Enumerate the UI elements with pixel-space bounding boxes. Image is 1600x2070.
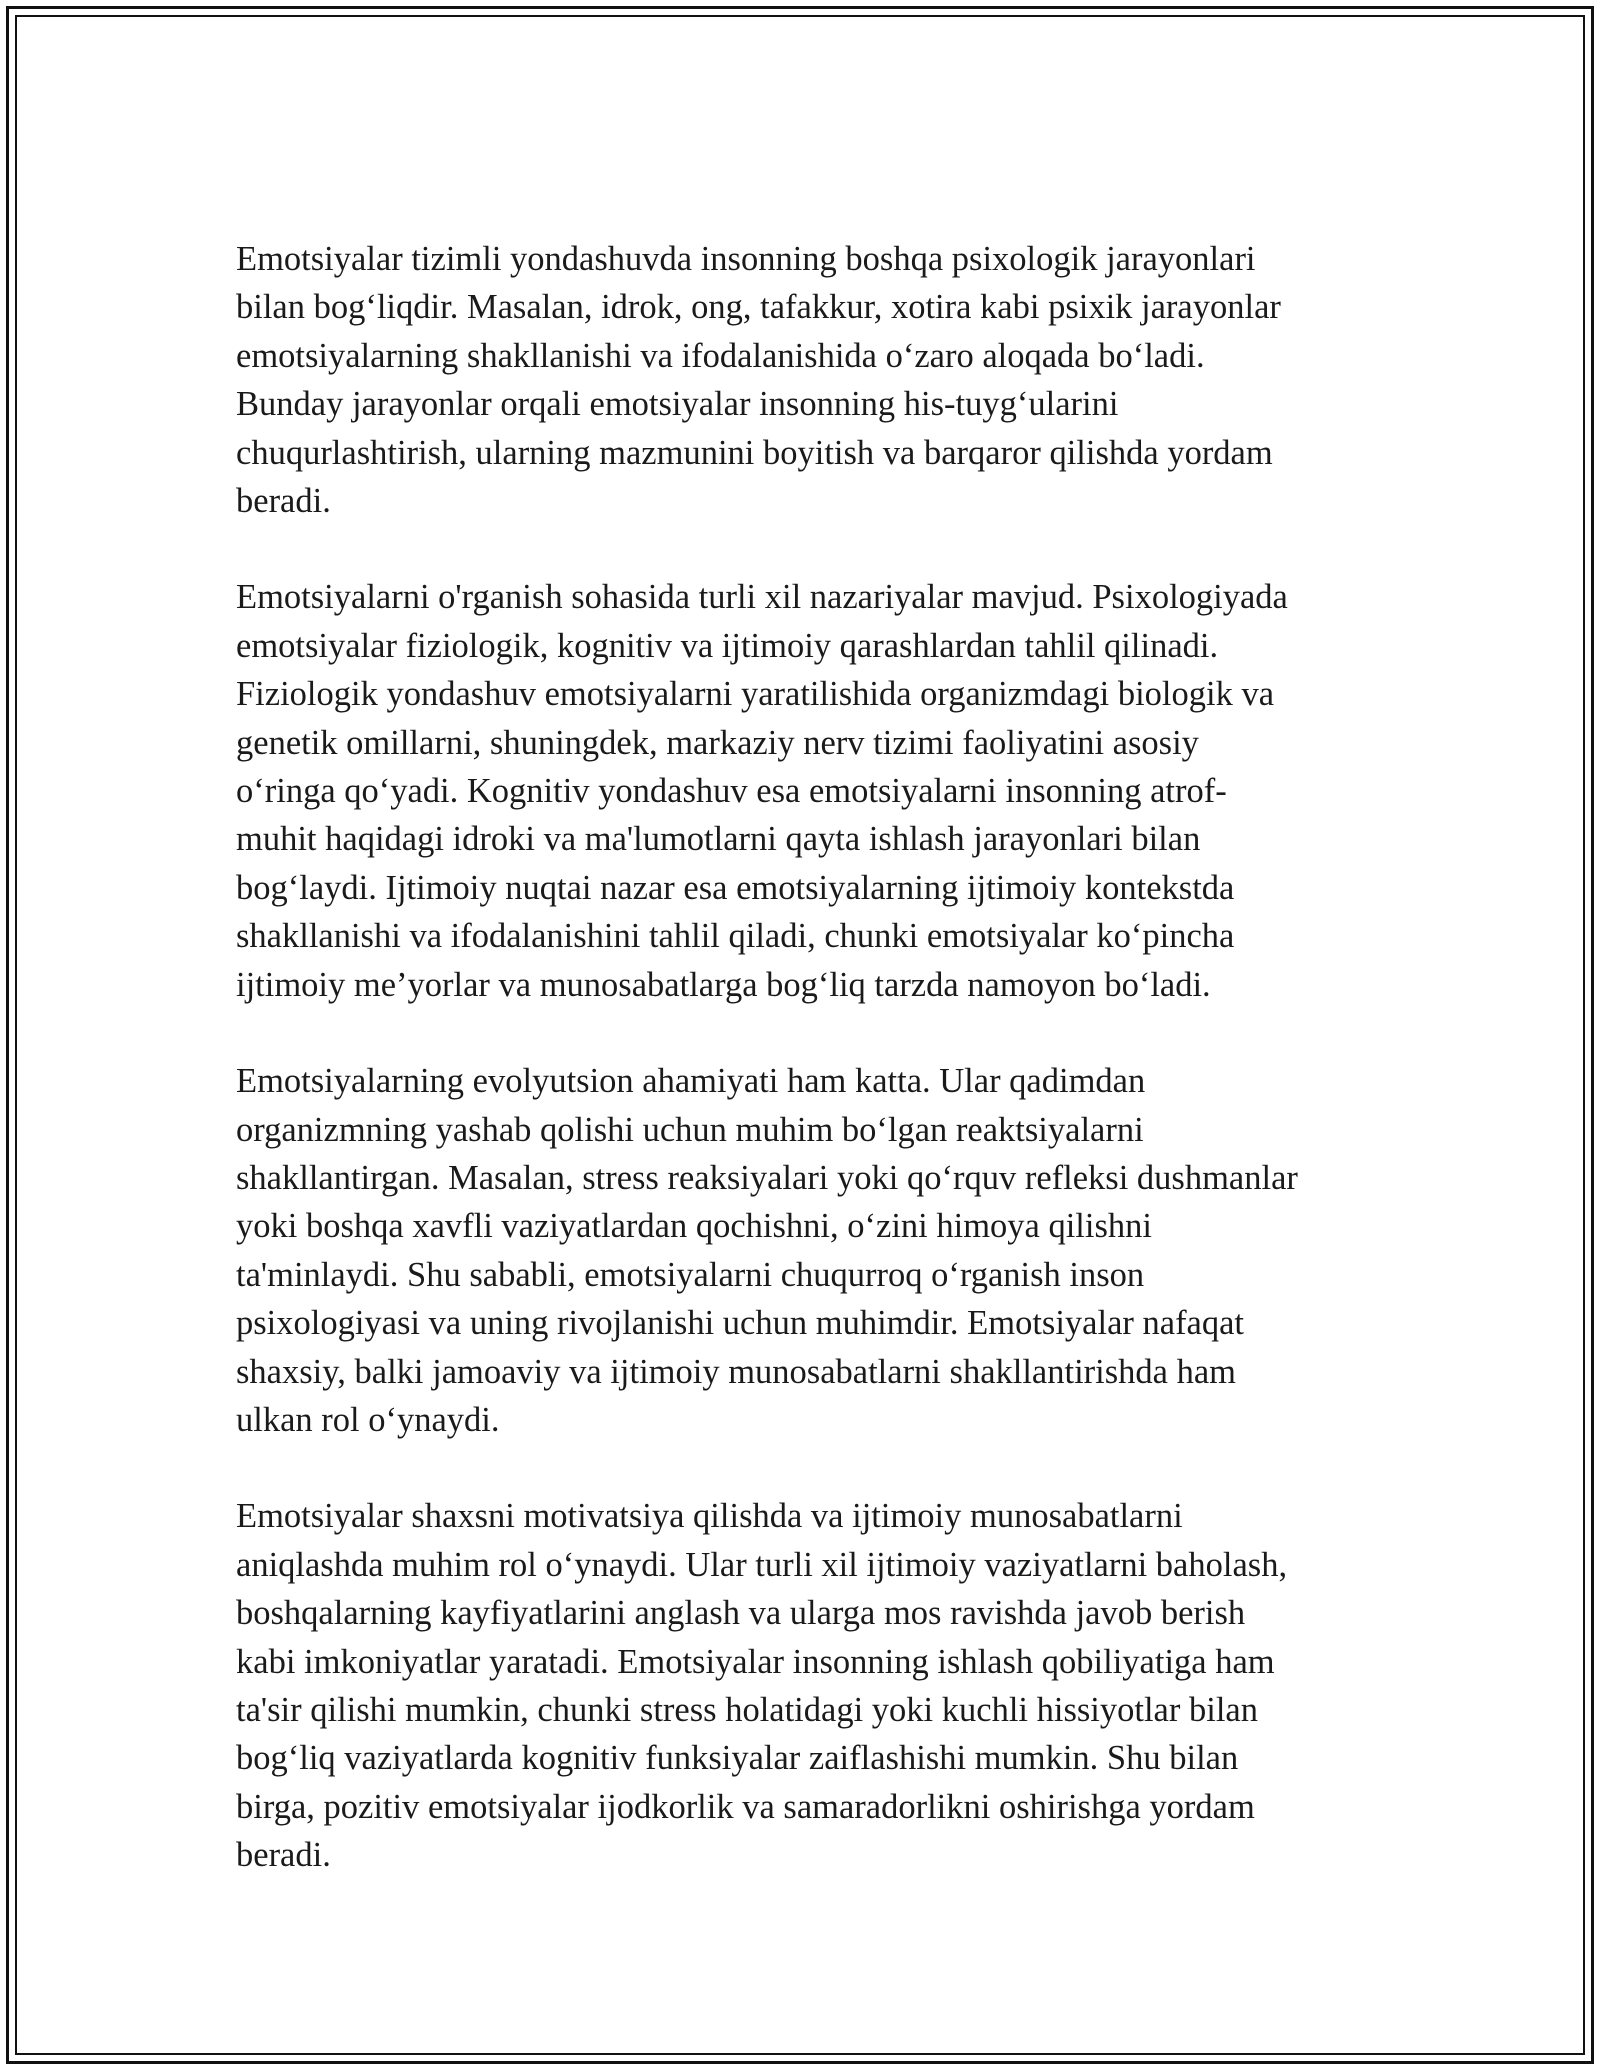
paragraph-line: emotsiyalarning shakllanishi va ifodalanishida o‘zaro aloqada bo‘ladi. [236,336,1205,375]
paragraph-line: beradi. [236,1836,331,1875]
paragraph-line: ulkan rol o‘ynaydi. [236,1400,500,1439]
paragraph-line: aniqlashda muhim rol o‘ynaydi. Ular turli xil ijtimoiy vaziyatlarni baholash, [236,1545,1288,1584]
paragraph-line: kabi imkoniyatlar yaratadi. Emotsiyalar insonning ishlash qobiliyatiga ham [236,1642,1275,1681]
paragraph-line: emotsiyalar fiziologik, kognitiv va ijtimoiy qarashlardan tahlil qilinadi. [236,626,1219,665]
paragraph-line: Fiziologik yondashuv emotsiyalarni yaratilishida organizmdagi biologik va [236,675,1275,714]
document-body [236,235,1366,1928]
paragraph-line: shakllantirgan. Masalan, stress reaksiyalari yoki qo‘rquv refleksi dushmanlar [236,1158,1298,1197]
paragraph-line: shakllanishi va ifodalanishini tahlil qiladi, chunki emotsiyalar ko‘pincha [236,917,1235,956]
paragraph-line: psixologiyasi va uning rivojlanishi uchun muhimdir. Emotsiyalar nafaqat [236,1304,1245,1343]
paragraph-line: bilan bog‘liqdir. Masalan, idrok, ong, tafakkur, xotira kabi psixik jarayonlar [236,288,1281,327]
paragraph-line: organizmning yashab qolishi uchun muhim bo‘lgan reaktsiyalarni [236,1110,1144,1149]
paragraph-line: yoki boshqa xavfli vaziyatlardan qochishni, o‘zini himoya qilishni [236,1207,1152,1246]
paragraph-line: ta'minlaydi. Shu sababli, emotsiyalarni chuqurroq o‘rganish inson [236,1255,1145,1294]
paragraph-line: beradi. [236,482,331,521]
paragraph-line: genetik omillarni, shuningdek, markaziy nerv tizimi faoliyatini asosiy [236,723,1199,762]
paragraph-line: bog‘laydi. Ijtimoiy nuqtai nazar esa emotsiyalarning ijtimoiy kontekstda [236,868,1235,907]
paragraph-line: boshqalarning kayfiyatlarini anglash va ularga mos ravishda javob berish [236,1594,1246,1633]
paragraph-line: o‘ringa qo‘yadi. Kognitiv yondashuv esa emotsiyalarni insonning atrof- [236,772,1227,811]
paragraph-line: Emotsiyalarning evolyutsion ahamiyati ham katta. Ular qadimdan [236,1062,1146,1101]
paragraph-4 [236,1492,1366,1879]
paragraph-line: birga, pozitiv emotsiyalar ijodkorlik va samaradorlikni oshirishga yordam [236,1787,1255,1826]
paragraph-2 [236,573,1366,1009]
paragraph-line: Emotsiyalar tizimli yondashuvda insonning boshqa psixologik jarayonlari [236,240,1256,278]
paragraph-line: bog‘liq vaziyatlarda kognitiv funksiyalar zaiflashishi mumkin. Shu bilan [236,1739,1239,1778]
paragraph-line: shaxsiy, balki jamoaviy va ijtimoiy munosabatlarni shakllantirishda ham [236,1352,1236,1391]
paragraph-line: chuqurlashtirish, ularning mazmunini boyitish va barqaror qilishda yordam [236,433,1273,472]
paragraph-line: Emotsiyalar shaxsni motivatsiya qilishda va ijtimoiy munosabatlarni [236,1497,1183,1536]
paragraph-line: ta'sir qilishi mumkin, chunki stress holatidagi yoki kuchli hissiyotlar bilan [236,1690,1258,1729]
paragraph-line: ijtimoiy me’yorlar va munosabatlarga bog‘liq tarzda namoyon bo‘ladi. [236,965,1211,1004]
paragraph-1 [236,235,1366,525]
paragraph-line: Emotsiyalarni o'rganish sohasida turli xil nazariyalar mavjud. Psixologiyada [236,578,1288,617]
paragraph-3 [236,1057,1366,1444]
paragraph-line: Bunday jarayonlar orqali emotsiyalar insonning his-tuyg‘ularini [236,385,1119,424]
paragraph-line: muhit haqidagi idroki va ma'lumotlarni qayta ishlash jarayonlari bilan [236,820,1201,859]
